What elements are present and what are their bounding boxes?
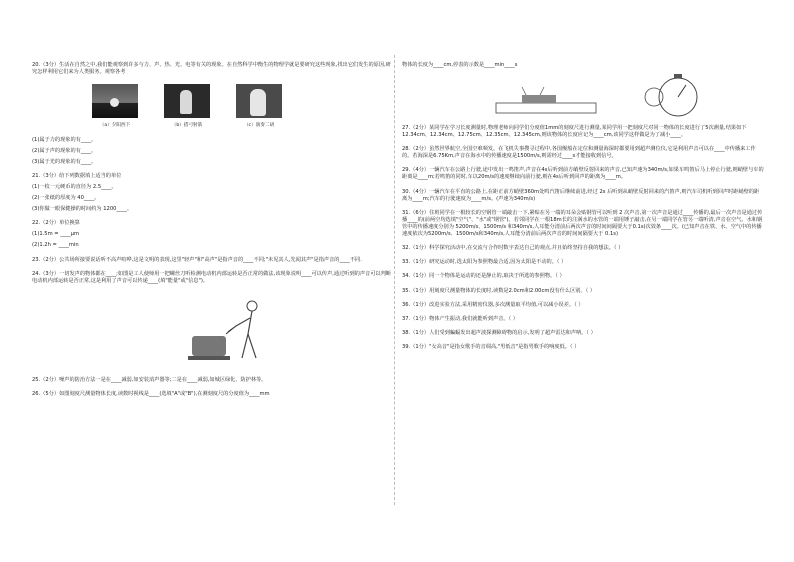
caption-c: （c）演奏二胡 [243,123,275,128]
q21-sub1: (1)一枚一元硬币的直径为 2.5____。 [32,184,117,191]
question-36: 36.（1分）改进实验方法,采用精密仪器,多次测量取平均值,可以减小误差。（ ） [402,301,584,308]
archer-photo [164,84,210,118]
q20-sub2: (2)属于声的现象的有____。 [32,148,97,154]
question-20: 20.（3分）生活在自然之中,我们能观察到许多与力、声、热、光、电等有关的现象。在自然科学中衡生的物理学就是要研究这些现象,找出它们发生的原因,研究怎样利用它们来为人类服务。观察各考 [32,62,391,75]
question-35: 35.（1分）用刻度尺测量物体的长度时,读数是2.0cm和2.00cm没有什么区别。（ ） [402,287,596,294]
question-22: 22.（2分）单位换算 [32,220,80,227]
question-34: 34.（1分）同一个物体是运动的还是静止的,取决于所选的参照物。（ ） [402,273,565,280]
question-26: 26.（5分）如图刻度尺测量物体长度,读数时视线是____(选填"A"或"B"),在测刻度尺的分度值为____mm [32,391,270,398]
question-29: 29.（4分）一辆汽车在公路上行驶,途中发出一鸣笛声,声音在4s后听到前方峭壁反射回来的声音,已知声速为340m/s,如果车鸣笛后马上停止行驶,则峭壁与车的距离是____m;若鸣笛的同时,车以20m/s的速度继续向前行驶,则在4s后听到回声的距离为____m。 [402,167,764,181]
question-21: 21.（3分）给下列数据填上适当的单位 [32,173,122,180]
question-23: 23.（2分）公共场所接要说话听不高声喧哗,这是文明的表现,这里"轻声"和"高声"是指声音的____不同;"未见其人,先闻其声"是指声音的____不同. [32,256,362,263]
q20-sub1: (1)属于力的现象的有____。 [32,137,97,143]
right-column [402,62,764,358]
stopwatch-figure [642,73,702,119]
question-38: 38.（1分）人们受到蝙蝠发出超声波探测障碍物的启示,发明了超声雷达和声呐。（ ） [402,330,596,337]
question-32: 32.（1分）科学探究活动中,在交流与合作时数字表达自己的观点,并且始终坚持自我的想法。（ ） [402,244,624,251]
question-37: 37.（1分）物体产生振动,我们就能听到声音。（ ） [402,315,518,322]
question-33: 33.（1分）研究运动时,选太阳为参照物最合适,因为太阳是不动的。（ ） [402,259,567,266]
caption-b: （b）搭弓射箭 [171,123,203,128]
question-27: 27.（2分）某同学在学习长度测量时,物理老师向同学们分度值1mm的刻度尺进行测量,某同学用一把刻度尺对同一物体的长度进行了5次测量,结果如下 12.34cm、12.34cm、12.75cm、12.35cm、12.345cm,则该物体的长度应记为____cm,该同学这样做是为了减小____。 [402,125,747,138]
q21-sub3: (3)你做一眼保健操的时间约为 1200____。 [32,206,133,213]
caption-a: （a）夕阳西下 [99,123,131,128]
photo-captions [92,122,392,129]
question-39: 39.（1分）"女高音"是指女歌手的音调高,"男低音"是指男歌手的响度低。（ ） [402,344,580,351]
question-25: 25.（2分）噪声的防治方法一是在____减弱,如安装消声器等;二是在____减弱,如城区绿化、防护林等。 [32,376,267,383]
q22-sub2: (2)1.2h = ____min [32,242,79,249]
question-24: 24.（3分）一切发声的物体都在____;如图是工人使师用一把螺丝刀听检测电动机内部运转是否正常的做法,该现象说明____可以传声,通过听到的声音可以判断电动机内部运转是否正常,这是利用了声音可以传递____(填"能量"或"信息")。 [32,270,391,284]
ruler-figure [492,85,602,119]
q21-sub2: (2)一张纸的厚度为 40____。 [32,195,100,202]
q20-sub3: (3)属于光的现象的有____。 [32,159,97,165]
question-31: 31.（6分）住班同学在一根较长的空钢管一端敲击一下,紧贴在另一端的耳朵会贴钢管可以听到 2 次声音,第一次声音是通过____传播的,最后一次声音是通过传播____的(前两空均选填"空气"、"水"或"钢管")。若邻同学在一根18m长的注满水的水管的一端用锤子敲击,在另一端同学在管另一端听清,声音在空气、水和钢管中的传播速度分别为 5200m/s、1500m/s 和340m/s,人耳能分清前后两次声音的时间间隔要大于0.1s)次效条____次。(已知声音在铁、水、空气中的传播速度依次为5200m/s、1500m/s和340m/s,人耳能分清前后两次声音的时间间隔要大于 0.1s) [402,209,763,237]
left-column [32,62,392,405]
sunset-photo [92,84,138,118]
q22-sub1: (1)1.5m = ____μm [32,231,80,238]
ruler-stopwatch-figures [492,73,764,119]
photo-row [92,84,392,118]
question-28: 28.（2分）虽然世界航空,全国空难频发。在飞机失事搜寻过程中,各国舰船在定位和测量海深时都要用到超声测位仪,它是利用声音可以在____中传播来工作的。若海深是6.75Km,声音在海水中的传播速度是1500m/s,则需经过____s才能接收到信号。 [402,146,756,160]
column-divider [394,55,395,505]
worker-motor-figure [184,296,274,366]
performer-photo [236,84,282,118]
question-30: 30.（4分）一辆汽车在平直的公路上,在距正前方峭壁360m处鸣汽笛后继续前进,经过 2s 后听到从峭壁反射回来的汽笛声,则汽车司机听到回声时距峭壁的距离为____m;汽车的行驶速度为____m/s。(声速为340m/s) [402,188,760,202]
question-26-continued: 物体的长度为____cm,停表的示数是____min____s [402,62,518,68]
